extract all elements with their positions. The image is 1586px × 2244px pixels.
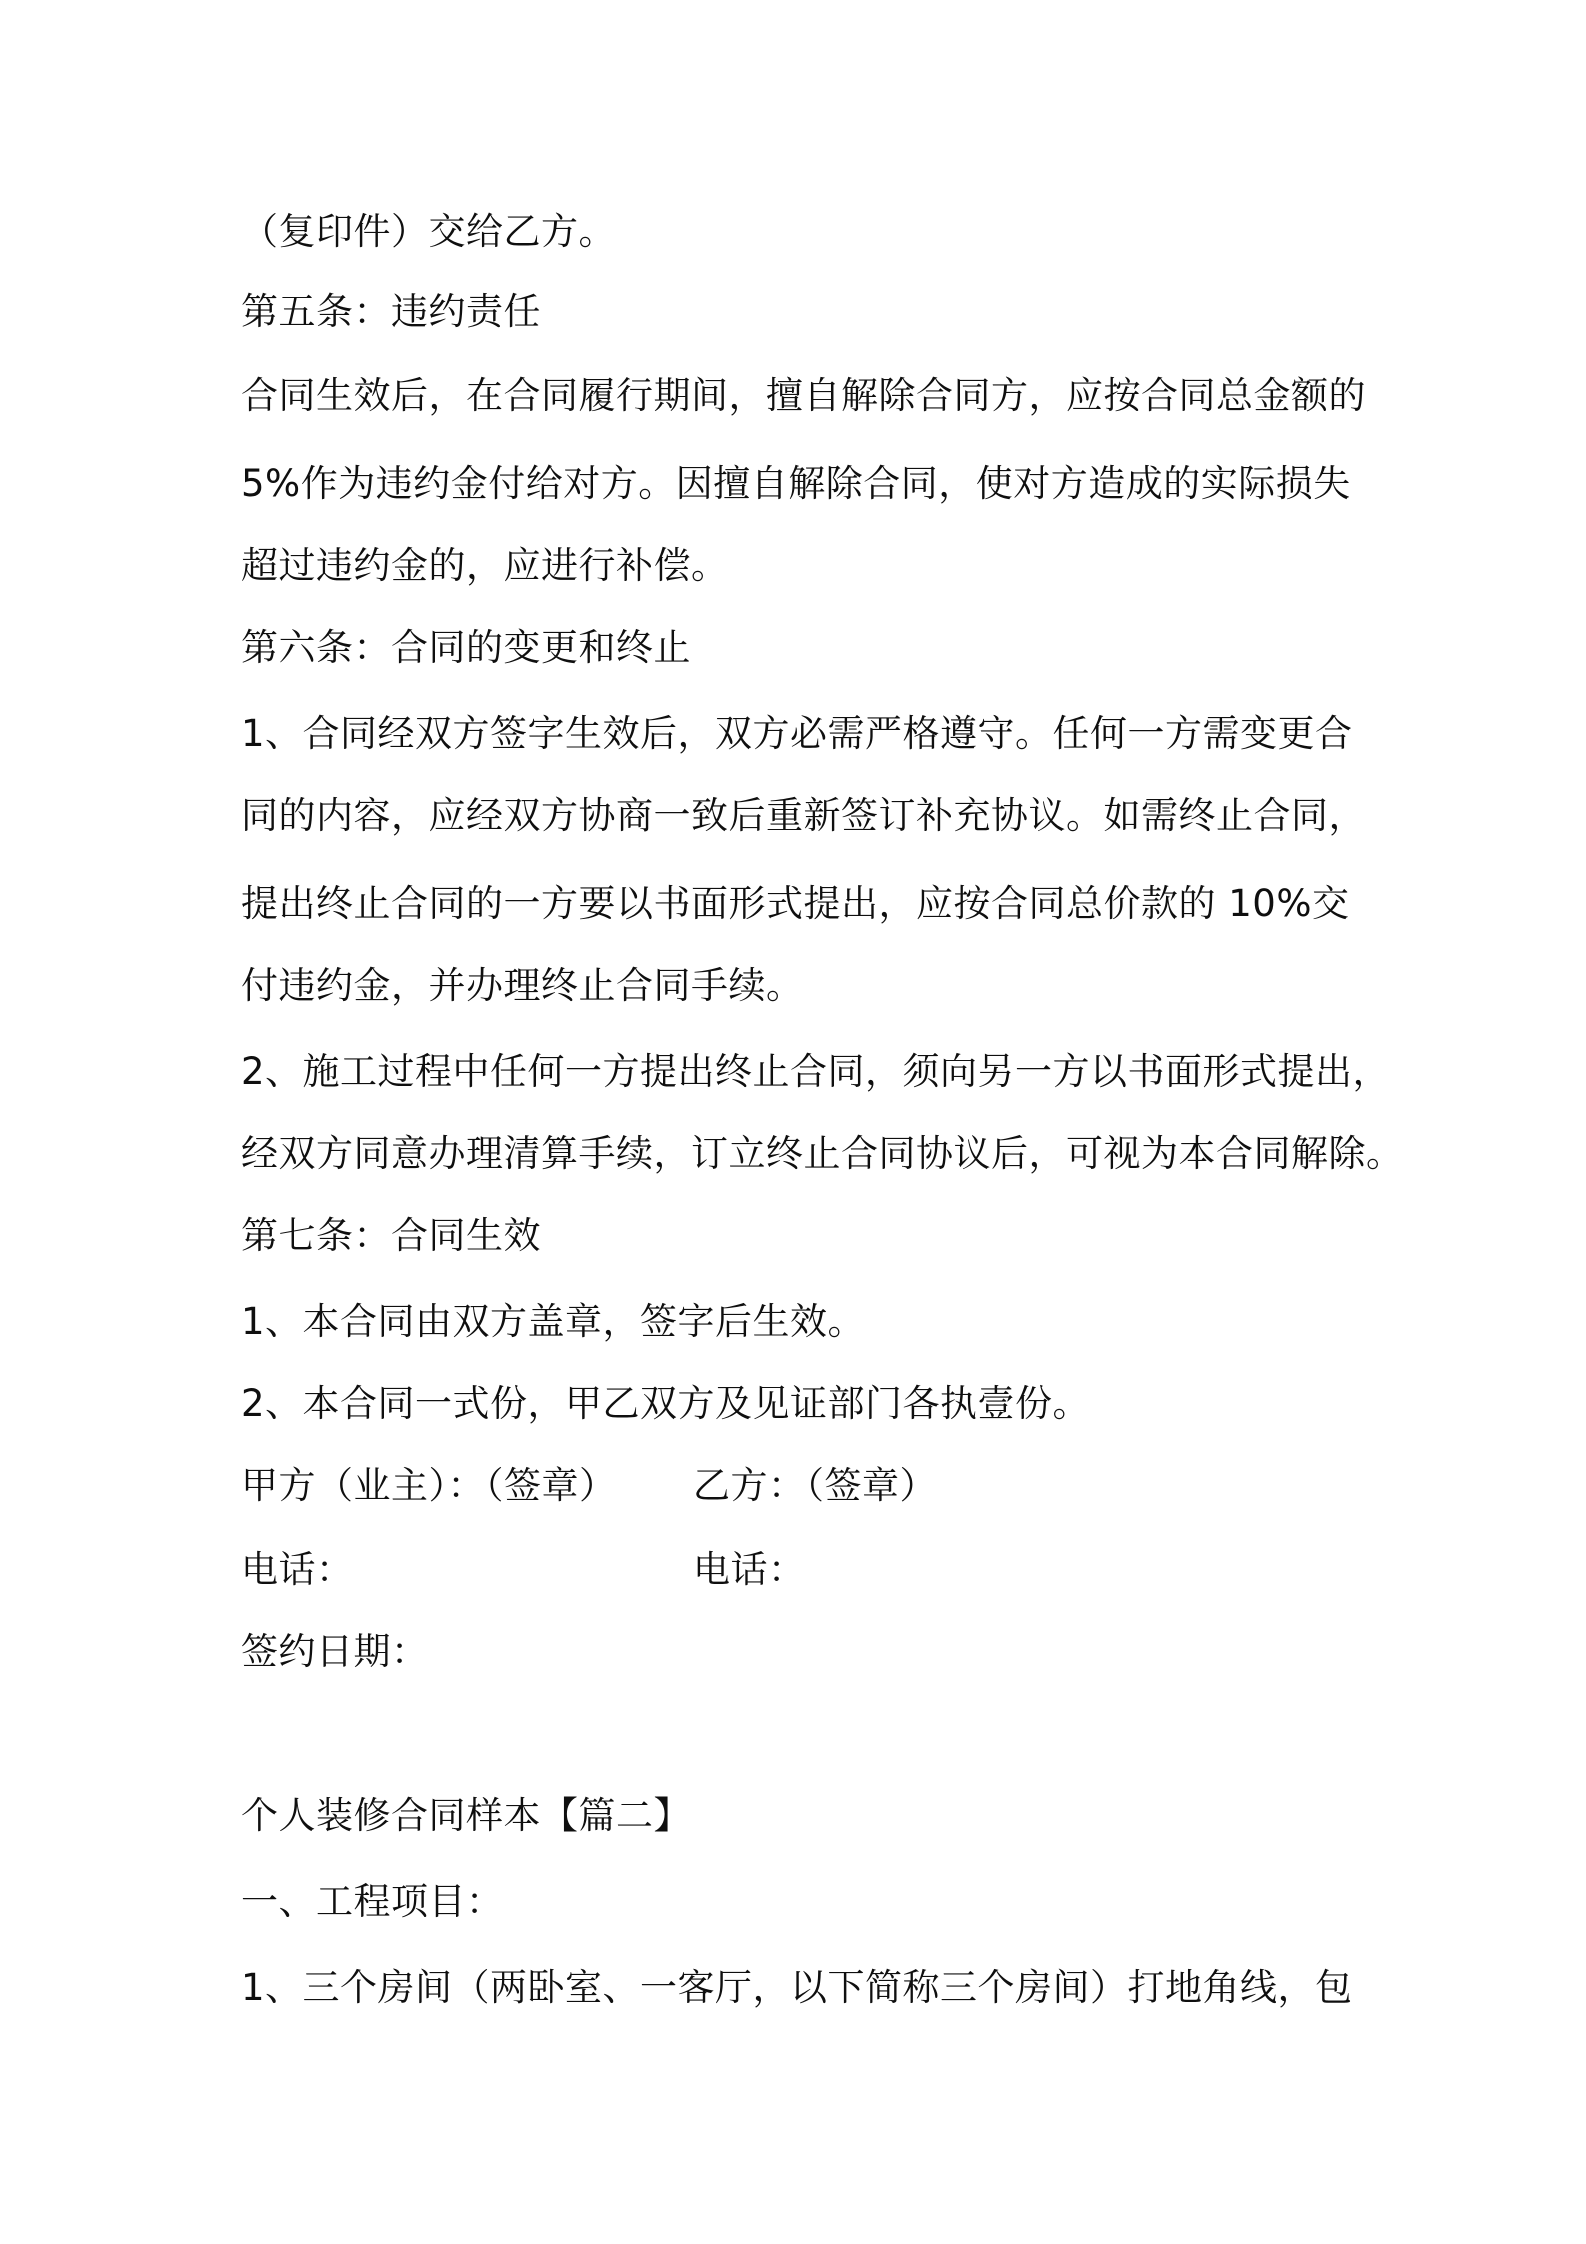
text-line: 提出终止合同的一方要以书面形式提出，应按合同总价款的 10%交: [241, 882, 1350, 925]
section-title: 个人装修合同样本【篇二】: [241, 1794, 691, 1837]
text-line: 5%作为违约金付给对方。因擅自解除合同，使对方造成的实际损失: [241, 462, 1351, 505]
section-heading: 一、工程项目：: [241, 1880, 504, 1923]
article-heading: 第五条：违约责任: [241, 290, 541, 333]
text-line: 同的内容，应经双方协商一致后重新签订补充协议。如需终止合同，: [241, 794, 1366, 837]
text-line: 经双方同意办理清算手续，订立终止合同协议后，可视为本合同解除。: [241, 1132, 1404, 1175]
text-line: （复印件）交给乙方。: [241, 210, 616, 253]
party-b-phone-label: 电话：: [693, 1548, 806, 1591]
party-b-signature-label: 乙方：（签章）: [693, 1464, 937, 1507]
party-a-phone-label: 电话：: [241, 1548, 354, 1591]
text-line: 1、本合同由双方盖章，签字后生效。: [241, 1300, 866, 1343]
text-line: 2、施工过程中任何一方提出终止合同，须向另一方以书面形式提出，: [241, 1050, 1391, 1093]
text-line: 2、本合同一式份，甲乙双方及见证部门各执壹份。: [241, 1382, 1091, 1425]
sign-date-label: 签约日期：: [241, 1630, 429, 1673]
signature-row: [241, 1462, 937, 1510]
text-line: 1、合同经双方签字生效后，双方必需严格遵守。任何一方需变更合: [241, 712, 1353, 755]
article-heading: 第七条：合同生效: [241, 1214, 541, 1257]
text-line: 超过违约金的，应进行补偿。: [241, 544, 729, 587]
party-a-signature-label: 甲方（业主）：（签章）: [241, 1464, 617, 1507]
text-line: 合同生效后，在合同履行期间，擅自解除合同方，应按合同总金额的: [241, 374, 1366, 417]
text-line: 付违约金，并办理终止合同手续。: [241, 964, 804, 1007]
article-heading: 第六条：合同的变更和终止: [241, 626, 691, 669]
phone-row: [241, 1546, 806, 1594]
text-line: 1、三个房间（两卧室、一客厅，以下简称三个房间）打地角线，包: [241, 1966, 1353, 2009]
